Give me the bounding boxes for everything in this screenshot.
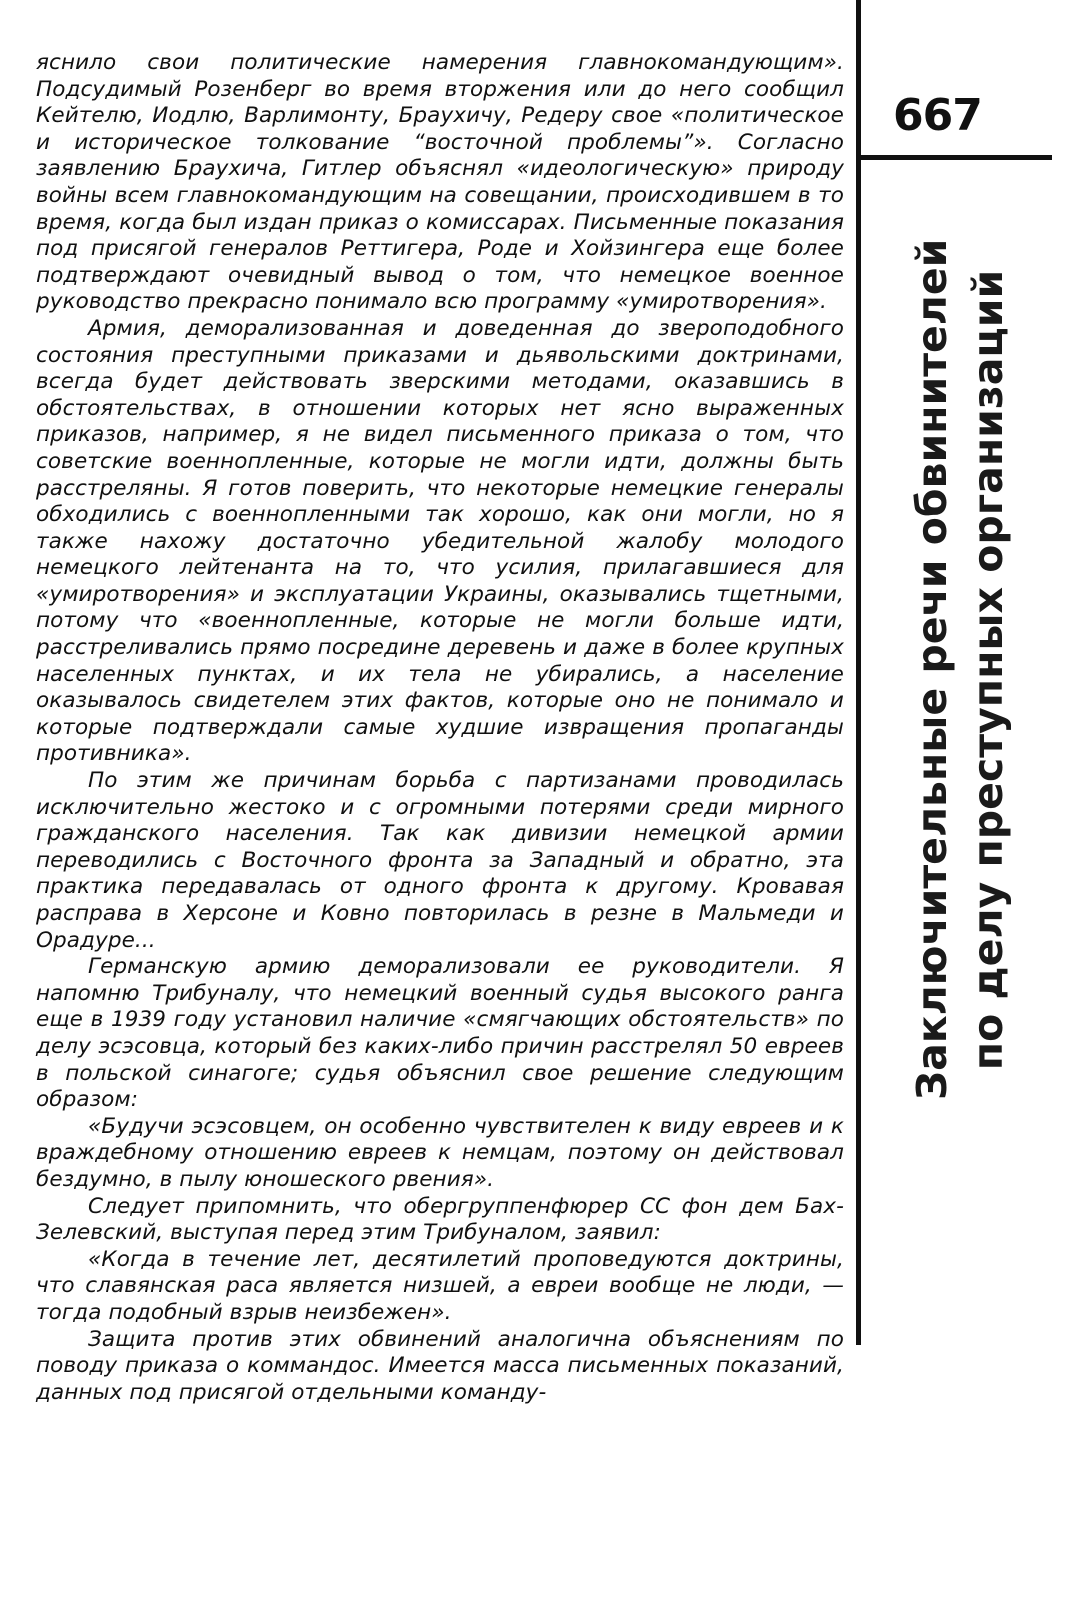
paragraph-3: По этим же причинам борьба с партизанами проводилась исключительно жестоко и с огромными потерями среди мирного гражданского населения. Так как дивизии немецкой армии переводились с Восточного фронта за Западный и обратно, эта практика передавалась от одного фронта к другому. Кровавая расправа в Херсоне и Ковно повторилась в резне в Мальмеди и Орадуре... <box>36 768 844 953</box>
quote-1: «Будучи эсэсовцем, он особенно чувствителен к виду евреев и к враждебному отношению евреев к немцам, поэтому он действовал бездумно, в пылу юношеского рвения». <box>36 1113 844 1192</box>
paragraph-2: Армия, деморализованная и доведенная до звероподобного состояния преступными приказами и дьявольскими доктринами, всегда будет действовать зверскими методами, оказавшись в обстоятельствах, в отношении которых нет ясно выраженных приказов, например, я не видел письменного приказа о том, что советские военнопленные, которые не могли идти, должны быть расстреляны. Я готов поверить, что некоторые немецкие генералы обходились с военнопленными так хорошо, как они могли, но я также нахожу достаточно убедительной жалобу молодого немецкого лейтенанта на то, что усилия, прилагавшиеся для «умиротворения» и эксплуатации Украины, оказывались тщетными, потому что «военнопленные, которые не могли больше идти, расстреливались прямо посредине деревень и даже в более крупных населенных пунктах, и их тела не убирались, а население оказывалось свидетелем этих фактов, которые оно не понимало и которые подтверждали самые худшие извращения пропаганды противника». <box>36 315 844 767</box>
paragraph-1: яснило свои политические намерения главнокомандующим». Подсудимый Розенберг во время вторжения или до него сообщил Кейтелю, Иодлю, Варлимонту, Браухичу, Редеру свое «политическое и историческое толкование “восточной проблемы”». Согласно заявлению Браухича, Гитлер объяснял «идеологическую» природу войны всем главнокомандующим на совещании, происходившем в то время, когда был издан приказ о комиссарах. Письменные показания под присягой генералов Реттигера, Роде и Хойзингера еще более подтверждают очевидный вывод о том, что немецкое военное руководство прекрасно понимало всю программу «умиротворения». <box>36 50 844 315</box>
page-number-rule <box>856 155 1052 160</box>
paragraph-6: Защита против этих обвинений аналогична объяснениям по поводу приказа о коммандос. Имеется масса письменных показаний, данных под присягой отдельными команду- <box>36 1326 844 1405</box>
running-head-line-2: по делу преступных организаций <box>964 269 1012 1071</box>
page-number: 667 <box>893 90 982 141</box>
margin-vertical-rule <box>856 0 861 1345</box>
paragraph-4: Германскую армию деморализовали ее руководители. Я напомню Трибуналу, что немецкий военный судья высокого ранга еще в 1939 году установил наличие «смягчающих обстоятельств» по делу эсэсовца, который без каких-либо причин расстрелял 50 евреев в польской синагоге; судья объяснил свое решение следующим образом: <box>36 954 844 1113</box>
body-text <box>36 50 844 1406</box>
paragraph-5: Следует припомнить, что обергруппенфюрер СС фон дем Бах-Зелевский, выступая перед этим Трибуналом, заявил: <box>36 1193 844 1246</box>
running-head-line-1: Заключительные речи обвинителей <box>908 238 956 1100</box>
running-head <box>904 240 1016 1100</box>
quote-2: «Когда в течение лет, десятилетий проповедуются доктрины, что славянская раса является низшей, а евреи вообще не люди, — тогда подобный взрыв неизбежен». <box>36 1246 844 1325</box>
